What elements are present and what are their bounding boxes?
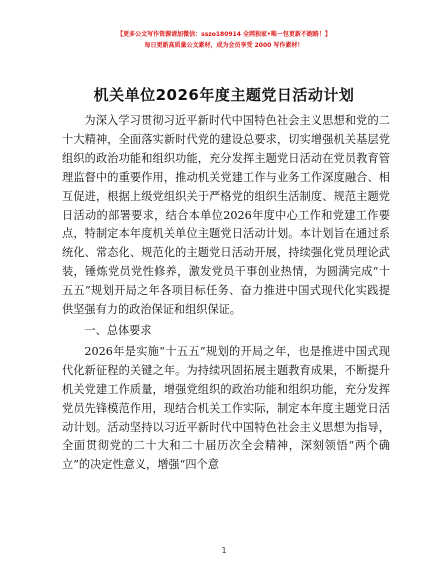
promo-header bbox=[0, 30, 448, 50]
intro-paragraph: 为深入学习贯彻习近平新时代中国特色社会主义思想和党的二十大精神，全面落实新时代党的建设总要求，切实增强机关基层党组织的政治功能和组织功能，充分发挥主题党日活动在党员教育管理监督中的重要作用，推动机关党建工作与业务工作深度融合、相互促进，根据上级党组织关于严格党的组织生活制度、规范主题党日活动的部署要求，结合本单位2026年度中心工作和党建工作要点，特制定本年度机关单位主题党日活动计划。本计划旨在通过系统化、常态化、规范化的主题党日活动开展，持续强化党员理论武装，锤炼党员党性修养，激发党员干事创业热情，为圆满完成“十五五”规划开局之年各项目标任务、奋力推进中国式现代化实践提供坚强有力的政治保证和组织保证。 bbox=[62, 114, 390, 317]
promo-line-1: 【更多公文写作资源请加微信：sszo180914 全网独家•唯一包更新不跑路！】 bbox=[117, 31, 331, 38]
section-paragraph: 2026年是实施“十五五”规划的开局之年，也是推进中国式现代化新征程的关键之年。为持续巩固拓展主题教育成果，不断提升机关党建工作质量，增强党组织的政治功能和组织功能，充分发挥党员先锋模范作用，现结合机关工作实际，制定本年度主题党日活动计划。活动坚持以习近平新时代中国特色社会主义思想为指导，全面贯彻党的二十大和二十届历次全会精神，深刻领悟“两个确立”的决定性意义，增强“四个意 bbox=[62, 344, 390, 472]
document-body bbox=[62, 112, 390, 475]
document-title: 机关单位2026年度主题党日活动计划 bbox=[93, 86, 355, 104]
promo-line-2: 每日更新高质量公文素材，成为会员享受 2000 写作素材！ bbox=[144, 42, 304, 49]
section-heading: 一、总体要求 bbox=[84, 323, 152, 337]
page-number: 1 bbox=[221, 546, 227, 555]
